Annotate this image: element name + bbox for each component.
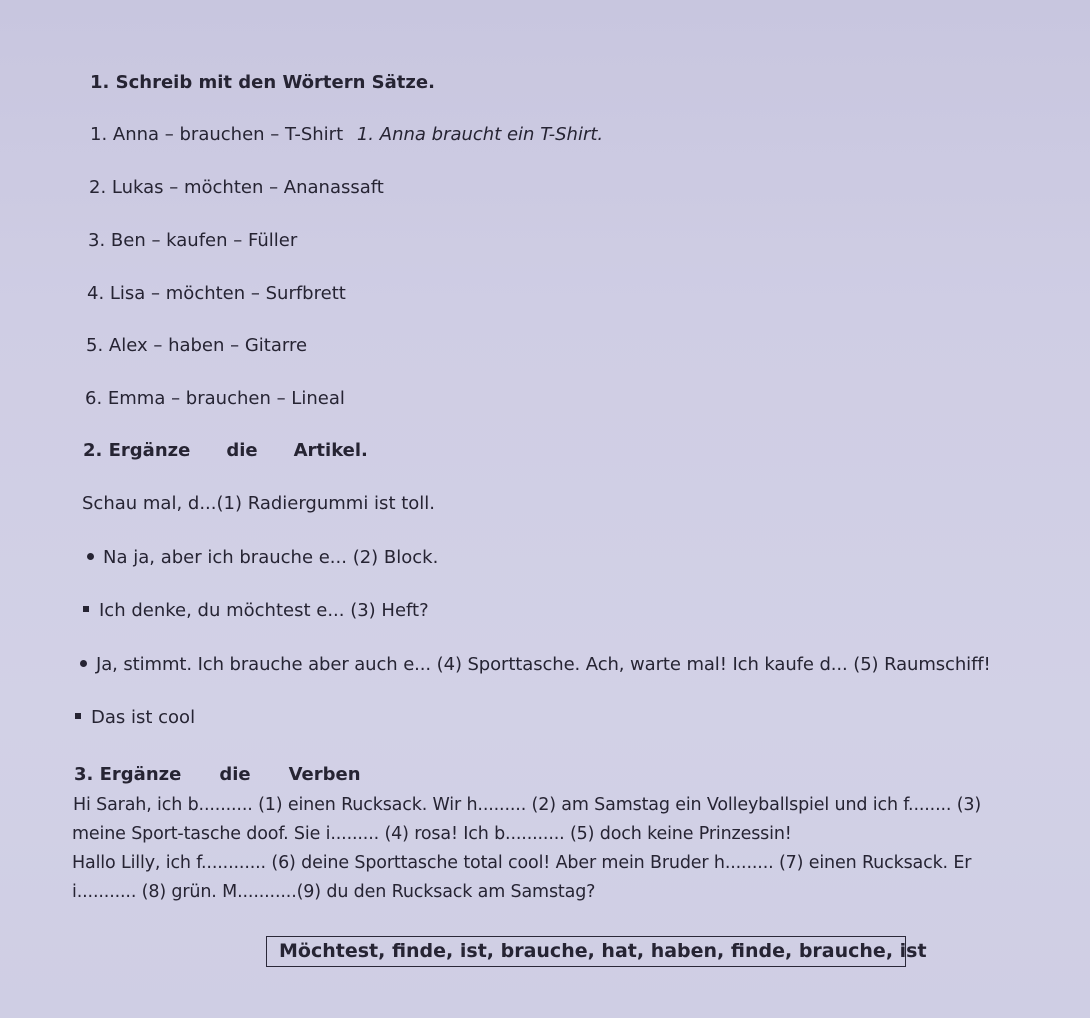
section3-line-1: Hi Sarah, ich b.......... (1) einen Rucksack. Wir h......... (2) am Samstag ein Volleyballspiel und ich f........ (3) (73, 795, 982, 815)
word-bank-box: Möchtest, finde, ist, brauche, hat, haben, finde, brauche, ist (266, 936, 906, 967)
section2-line-1: Schau mal, d...(1) Radiergummi ist toll. (82, 493, 436, 514)
item-1-example-answer: 1. Anna braucht ein T-Shirt. (356, 124, 604, 145)
section2-line-2: Na ja, aber ich brauche e... (2) Block. (87, 546, 438, 570)
section1-heading: 1. Schreib mit den Wörtern Sätze. (90, 72, 435, 93)
section1-item-4: 4. Lisa – möchten – Surfbrett (87, 283, 346, 304)
item-1-prompt: 1. Anna – brauchen – T-Shirt (90, 124, 344, 145)
section2-heading-part1: 2. Ergänze (83, 440, 191, 461)
section2-line-4: Ja, stimmt. Ich brauche aber auch e... (4) Sporttasche. Ach, warte mal! Ich kaufe d... (5) Raumschiff! (80, 653, 991, 677)
section3-heading-part2: die (219, 764, 251, 785)
section3-heading-part1: 3. Ergänze (74, 764, 182, 785)
section1-item-1 (90, 123, 603, 147)
section2-heading (83, 439, 368, 463)
section3-line-4: i........... (8) grün. M...........(9) du den Rucksack am Samstag? (72, 882, 596, 902)
section1-item-3: 3. Ben – kaufen – Füller (88, 230, 298, 251)
section1-item-2: 2. Lukas – möchten – Ananassaft (89, 177, 384, 198)
section3-heading (74, 763, 361, 787)
section2-line-5: Das ist cool (75, 706, 195, 730)
section2-heading-part3: Artikel. (293, 440, 368, 461)
section3-line-3: Hallo Lilly, ich f............ (6) deine Sporttasche total cool! Aber mein Bruder h......... (7) einen Rucksack. Er (72, 853, 972, 873)
section2-line-3: Ich denke, du möchtest e... (3) Heft? (83, 599, 429, 623)
section2-heading-part2: die (226, 440, 258, 461)
section1-item-5: 5. Alex – haben – Gitarre (86, 335, 308, 356)
section3-heading-part3: Verben (288, 764, 361, 785)
section3-line-2: meine Sport-tasche doof. Sie i......... (4) rosa! Ich b........... (5) doch keine Prinzessin! (72, 824, 792, 844)
section1-item-6: 6. Emma – brauchen – Lineal (85, 388, 345, 409)
